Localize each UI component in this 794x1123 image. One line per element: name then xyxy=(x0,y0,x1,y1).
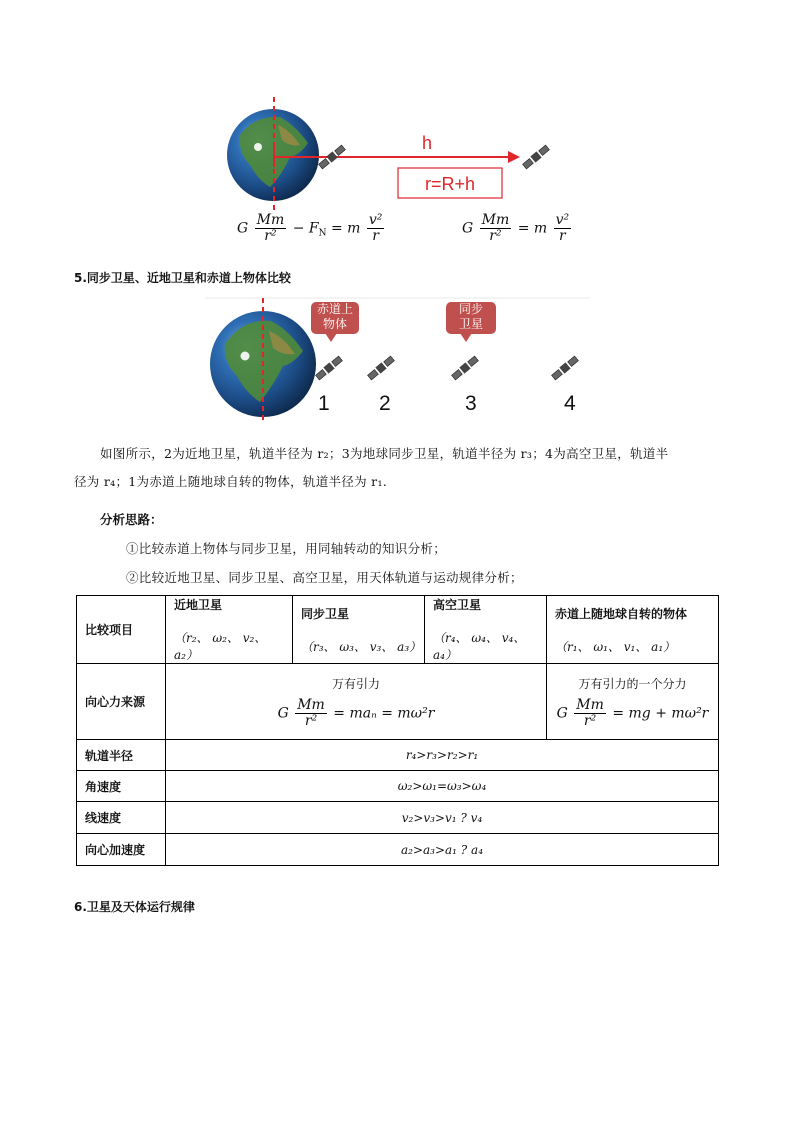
section-6-title: 6.卫星及天体运行规律 xyxy=(74,900,195,914)
table-header-row xyxy=(77,596,719,664)
table-row xyxy=(77,802,719,834)
row-value: v₂>v₃>v₁ ? v₄ xyxy=(166,802,719,834)
header-cell-high-altitude: 高空卫星 （r₄、 ω₄、 v₄、 a₄） xyxy=(425,596,547,664)
description-line-1: 如图所示，2为近地卫星，轨道半径为 r₂；3为地球同步卫星，轨道半径为 r₃；4为高空卫星，轨道半 xyxy=(100,446,669,461)
row-label: 轨道半径 xyxy=(77,740,166,771)
figure-earth-satellite-orbit xyxy=(220,95,570,215)
table-row xyxy=(77,771,719,802)
header-cell-near-earth: 近地卫星 （r₂、 ω₂、 v₂、 a₂） xyxy=(166,596,293,664)
satellite-icon xyxy=(451,355,479,380)
callout-geosync-satellite: 同步 卫星 xyxy=(446,302,496,334)
satellite-icon xyxy=(522,144,550,169)
header-cell-geosync: 同步卫星 （r₃、 ω₃、 v₃、 a₃） xyxy=(293,596,425,664)
altitude-label: h xyxy=(422,133,433,153)
header-cell-equator-object: 赤道上随地球自转的物体 （r₁、 ω₁、 v₁、 a₁） xyxy=(547,596,719,664)
row-label: 向心加速度 xyxy=(77,834,166,866)
description-line-2: 径为 r₄；1为赤道上随地球自转的物体，轨道半径为 r₁. xyxy=(74,474,388,489)
row-label: 向心力来源 xyxy=(77,664,166,740)
row-value: a₂>a₃>a₁ ? a₄ xyxy=(166,834,719,866)
table-row xyxy=(77,834,719,866)
radius-box-label: r=R+h xyxy=(424,174,476,194)
label-4: 4 xyxy=(564,392,576,415)
satellite-icon xyxy=(367,355,395,380)
description-paragraph xyxy=(74,440,724,496)
table-row xyxy=(77,740,719,771)
row-label: 线速度 xyxy=(77,802,166,834)
comparison-table xyxy=(76,595,719,866)
row-value: r₄>r₃>r₂>r₁ xyxy=(166,740,719,771)
section-5-title: 5.同步卫星、近地卫星和赤道上物体比较 xyxy=(74,271,291,285)
label-3: 3 xyxy=(465,392,477,415)
row-label: 角速度 xyxy=(77,771,166,802)
analysis-item-1: ①比较赤道上物体与同步卫星，用同轴转动的知识分析； xyxy=(126,541,447,556)
analysis-item-2: ②比较近地卫星、同步卫星、高空卫星，用天体轨道与运动规律分析； xyxy=(126,570,523,585)
figure-satellite-comparison xyxy=(205,296,590,426)
header-cell-item: 比较项目 xyxy=(77,596,166,664)
satellite-icon xyxy=(551,355,579,380)
label-1: 1 xyxy=(318,392,330,415)
analysis-title: 分析思路： xyxy=(100,512,163,527)
callout-equator-object: 赤道上 物体 xyxy=(311,302,359,334)
cell-gravity: 万有引力 G $\frac{Mm}{\text{r²}}$ = maₙ = mω²r xyxy=(166,664,547,740)
label-2: 2 xyxy=(379,392,391,415)
formula-left: G $\frac{Mm}{\text{r²}}$ − $F_N = m$ $\frac{\text{v²}}{r}$ xyxy=(237,212,383,244)
formula-right: G $\frac{Mm}{\text{r²}}$ = m $\frac{\text{v²}}{r}$ xyxy=(462,212,570,244)
row-value: ω₂>ω₁=ω₃>ω₄ xyxy=(166,771,719,802)
table-row-force-source xyxy=(77,664,719,740)
satellite-icon xyxy=(315,355,343,380)
cell-gravity-component: 万有引力的一个分力 G $\frac{Mm}{\text{r²}}$ = mg + mω²r xyxy=(547,664,719,740)
